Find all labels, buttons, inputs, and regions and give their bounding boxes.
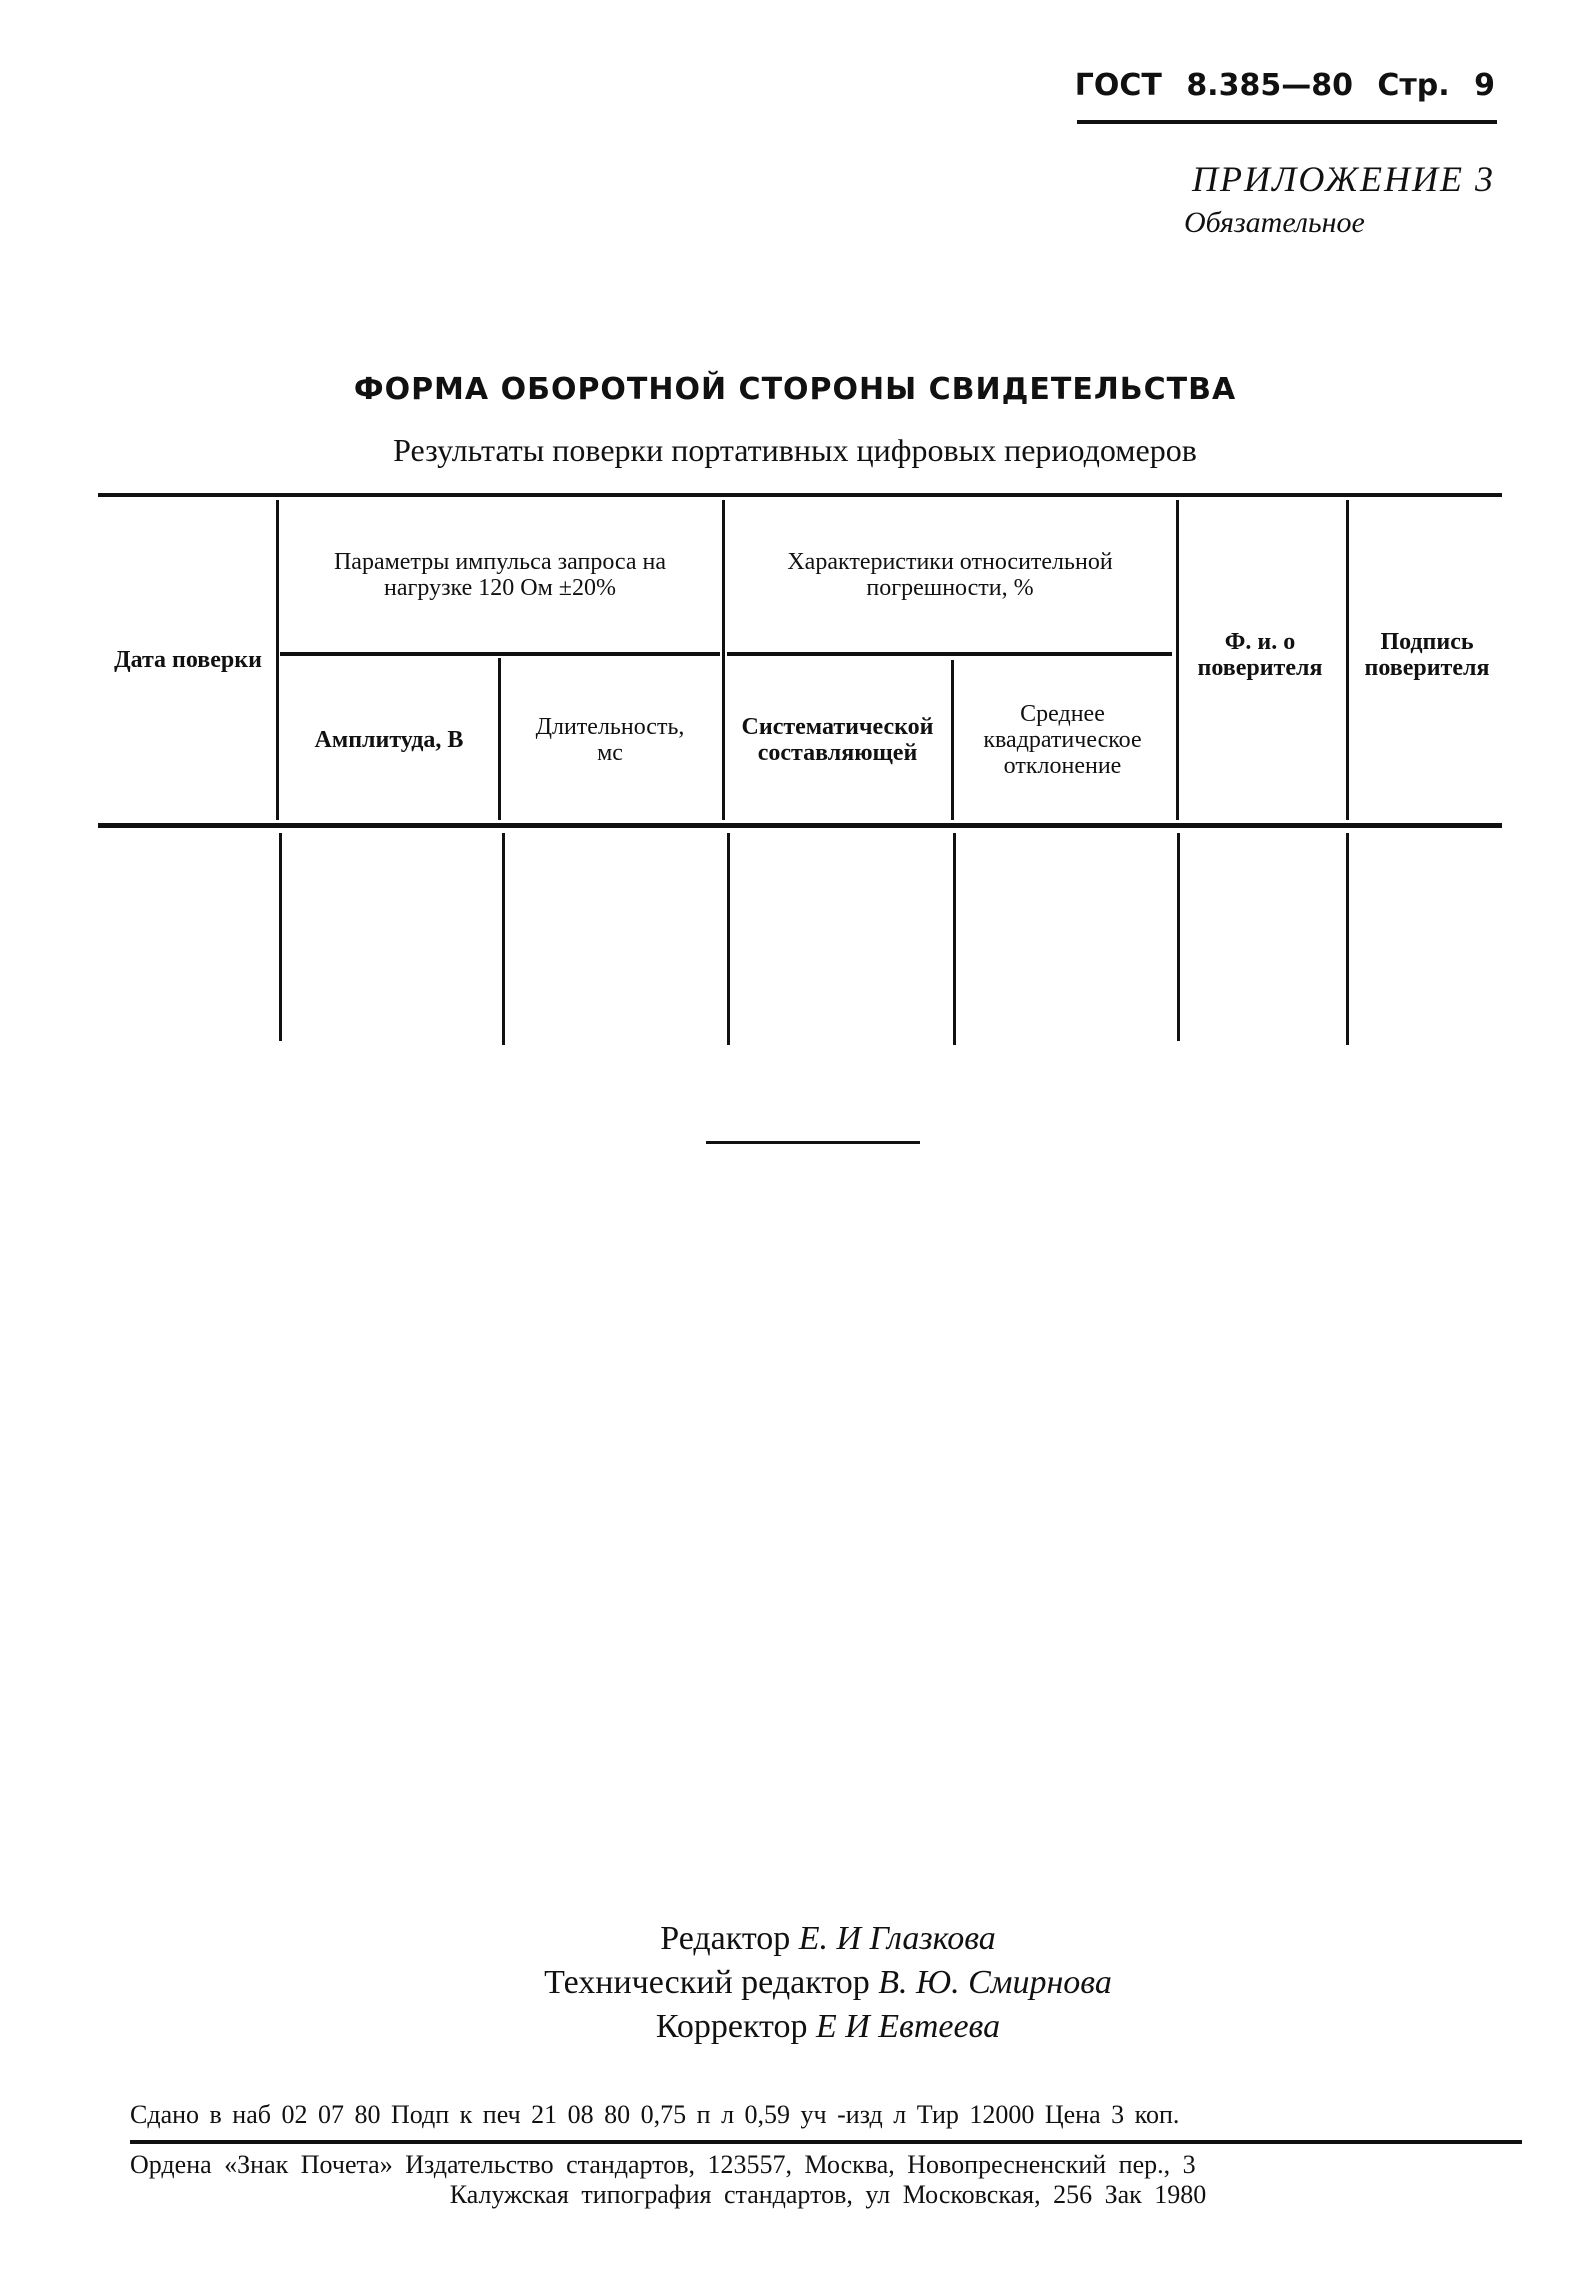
header-pulse-params: Параметры импульса запроса на нагрузке 120 Ом ±20% <box>333 549 667 601</box>
header-name: Ф. и. о поверителя <box>1197 629 1323 681</box>
tech-editor-line: Технический редактор В. Ю. Смирнова <box>544 1964 1112 2001</box>
header-duration: Длительность, мс <box>535 714 685 766</box>
column-divider <box>951 660 954 820</box>
header-rule <box>1077 120 1497 124</box>
group-rule <box>727 652 1172 656</box>
corrector-line: Корректор Е И Евтеева <box>655 2008 1001 2045</box>
header-rms-deviation: Среднее квадратическое отклонение <box>983 701 1142 779</box>
print-info: Сдано в наб 02 07 80 Подп к печ 21 08 80 0,75 п л 0,59 уч -изд л Тир 12000 Цена 3 коп. <box>130 2100 1180 2129</box>
column-divider <box>498 658 501 820</box>
column-divider <box>953 833 956 1045</box>
appendix-title: ПРИЛОЖЕНИЕ 3 <box>1192 159 1495 199</box>
publisher-info: Ордена «Знак Почета» Издательство стандартов, 123557, Москва, Новопресненский пер., 3 <box>130 2150 1196 2179</box>
column-divider <box>279 833 282 1041</box>
column-divider <box>1177 833 1180 1041</box>
footer-rule <box>130 2140 1522 2144</box>
column-divider <box>722 500 725 820</box>
form-subtitle: Результаты поверки портативных цифровых периодомеров <box>393 432 1197 468</box>
column-divider <box>1346 833 1349 1045</box>
form-title: ФОРМА ОБОРОТНОЙ СТОРОНЫ СВИДЕТЕЛЬСТВА <box>353 372 1237 407</box>
editor-line: Редактор Е. И Глазкова <box>660 1920 996 1957</box>
appendix-status: Обязательное <box>1184 206 1365 239</box>
table-top-rule <box>98 493 1502 497</box>
header-systematic: Систематической составляющей <box>741 714 934 766</box>
column-divider <box>1176 500 1179 820</box>
header-signature: Подпись поверителя <box>1364 629 1490 681</box>
header-error-characteristics: Характеристики относительной погрешности, % <box>787 549 1113 601</box>
column-divider <box>502 833 505 1045</box>
header-amplitude: Амплитуда, В <box>314 727 464 753</box>
column-divider <box>276 500 279 820</box>
printer-info: Калужская типография стандартов, ул Московская, 256 Зак 1980 <box>449 2180 1207 2209</box>
page-number: Стр. 9 <box>1377 68 1495 103</box>
table-header-rule <box>98 823 1502 828</box>
column-divider <box>727 833 730 1045</box>
standard-label: ГОСТ <box>1074 68 1162 103</box>
group-rule <box>280 652 720 656</box>
separator <box>706 1141 920 1144</box>
standard-number: 8.385—80 <box>1186 68 1353 103</box>
header-date: Дата поверки <box>114 647 262 673</box>
page-header <box>1075 68 1495 103</box>
column-divider <box>1346 500 1349 820</box>
